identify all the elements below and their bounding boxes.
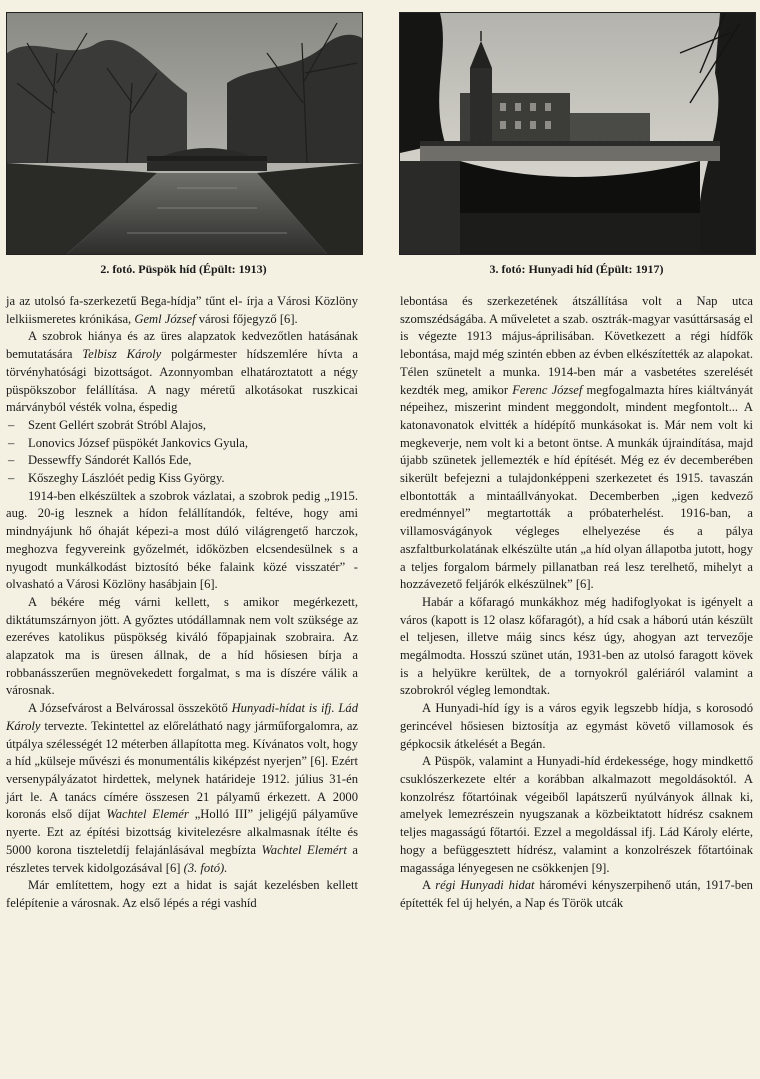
bridge-photo-pispok [6, 12, 363, 255]
paragraph: A szobrok hiánya és az üres alapzatok kedvezőtlen hatásának bemutatására Telbisz Károly polgármester hídszemlére hívta a törvényhatósági bizottságot. Azonnyomban elhatároztatott a négy püspökszobor felállítása. A nagy méretű alkotásokat ruszkicai márványból vésték volna, éspedig [6, 329, 359, 415]
paragraph: A Püspök, valamint a Hunyadi-híd érdekessége, hogy mindkettő csuklószerkezete eltér a korábban alkalmazott megoldásoktól. A konzolrész főtartóinak végeiből lapátszerű nyúlványok állnak ki, amelyek lemezrészein nyugszanak a közbeiktatott hídrész csaknem teljes magasságú főtartói. Ezzel a megoldással ifj. Lád Károly elérte, hogy a befüggesztett hídrész, valamint a konzolrészek főtartóinak magassága lényegesen ne csökkenjen [9]. [400, 754, 753, 875]
paragraph: Habár a kőfaragó munkákhoz még hadifoglyokat is igényelt a város (kapott is 12 olasz kőfaragót), a híd csak a háború után készült el teljesen, illetve máig sincs kész úgy, ahogyan azt tervezője megálmodta. Hosszú szünet után, 1931-ben az utolsó faragott kövek is a helyükre kerültek, de a tornyokról galériáról valamint a szobrokról végleg lemondtak. [400, 594, 753, 698]
paragraph: lebontása és szerkezetének átszállítása volt a Nap utca szomszédságába. A műveletet a szab. osztrák-magyar vasúttársaság el is végezte 1913 május-áprilisában. Következett a régi hídfők lebontása, majd még szintén ebben az évben elkészítették az alapokat. Télen szünetelt a munka. 1914-ben már a vasbetétes szerelését kezdték meg, amikor Ferenc József megfogalmazta híres kiáltványát népeihez, miszerint mindent meggondolt, mindent megfontolt... A katonavonatok elvitték a hídépítő munkásokat is. Már nem volt ki megkeverje, nem volt ki a betont öntse. A munkák újraindítása, majd újabb szünetek jellemezték e híd építését. Még ez év decemberében sikerült befejezni a tulajdonképpeni szerkezetet és 1915. tavaszán elbontották a mintaállványokat. Decemberben „igen kedvező eredménnyel” megtartották a próbaterhelést. 1916-ban, a villamosvágányok végleges elhelyezése és a pálya aszfaltburkolatának elkészülte után „a híd olyan állapotba jutott, hogy a teljes forgalom bármely pillanatban reá lesz terelhető, mihelyt a hozzávezető feljárók elkészülnek” [6]. [400, 294, 753, 592]
paragraph: 1914-ben elkészültek a szobrok vázlatai, a szobrok pedig „1915. aug. 20-ig lesznek a hídon felállítandók, feltéve, hogy ami mindnyájunk hő óhaját képezi-a most dúló világrengető harczok, meghozva fegyvereink győzelmét, időközben elcsendesülnek s a nyugodt munkálkodást biztosító béke falaink közé visszatér” -olvasható a Városi Közlöny hasábjain [6]. [6, 488, 358, 592]
list-item: – Szent Gellért szobrát Stróbl Alajos, [8, 417, 207, 432]
photo-caption: 3. fotó: Hunyadi híd (Épült: 1917) [489, 262, 664, 276]
paragraph: A Hunyadi-híd így is a város egyik legszebb hídja, s korosodó gerincével hősiesen biztosítja az egymást követő villamosok és gépkocsik átkelését a Begán. [400, 701, 753, 751]
paragraph: Már említettem, hogy ezt a hidat is saját kezelésben kellett felépítenie a városnak. Az első lépés a régi vashíd [6, 878, 358, 910]
paragraph: ja az utolsó fa-szerkezetű Bega-hídja” tűnt el- írja a Városi Közlöny lelkiismeretes krónikása, Geml József városi főjegyző [6]. [6, 294, 358, 326]
paragraph: A régi Hunyadi hidat háromévi kényszerpihenő után, 1917-ben építették fel új helyén, a Nap és Török utcák [400, 878, 753, 910]
paragraph: A békére még várni kellett, s amikor megérkezett, diktátumszárnyon jött. A győztes utódállamnak nem volt szüksége az ezeréves katolikus püspökség kiváló főpapjainak szobraira. Az alapzatok ma is üresen állnak, de a híd hősiesen bírja a robbanásszerűen megnövekedett forgalmat, s ma is díszére válik a városnak. [6, 594, 358, 698]
list-item: – Kőszeghy Lászlóét pedig Kiss György. [8, 471, 225, 486]
bridge-photo-hunyadi [399, 12, 756, 255]
right-column [400, 293, 753, 913]
list-item: – Dessewffy Sándorét Kallós Ede, [8, 453, 192, 468]
list-item: – Lonovics József püspökét Jankovics Gyula, [8, 435, 249, 450]
left-column [6, 293, 358, 913]
photo-caption: 2. fotó. Püspök híd (Épült: 1913) [100, 262, 267, 276]
paragraph: A Józsefvárost a Belvárossal összekötő Hunyadi-hídat is ifj. Lád Károly tervezte. Tekintettel az előrelátható nagy járműforgalomra, az útpálya szélességét 12 méterben állapította meg. Kívánatos volt, hogy a híd „külseje művészi és monumentális kiképzést nyerjen” [6]. Ezért versenypályázatot hirdettek, melynek határideje 1912. július 31-én járt le. A tanács címére összesen 21 pályamű érkezett. A 2000 koronás első díjat Wachtel Elemér „Holló III” jeligéjű pályaműve nyerte. Ezt az építési bizottság kivitelezésre alkalmasnak ítélte és 5000 korona tiszteletdíj felajánlásával megbízta Wachtel Elemért a részletes tervek kidolgozásával [6] (3. fotó). [6, 701, 358, 875]
sculptor-list [6, 417, 358, 488]
